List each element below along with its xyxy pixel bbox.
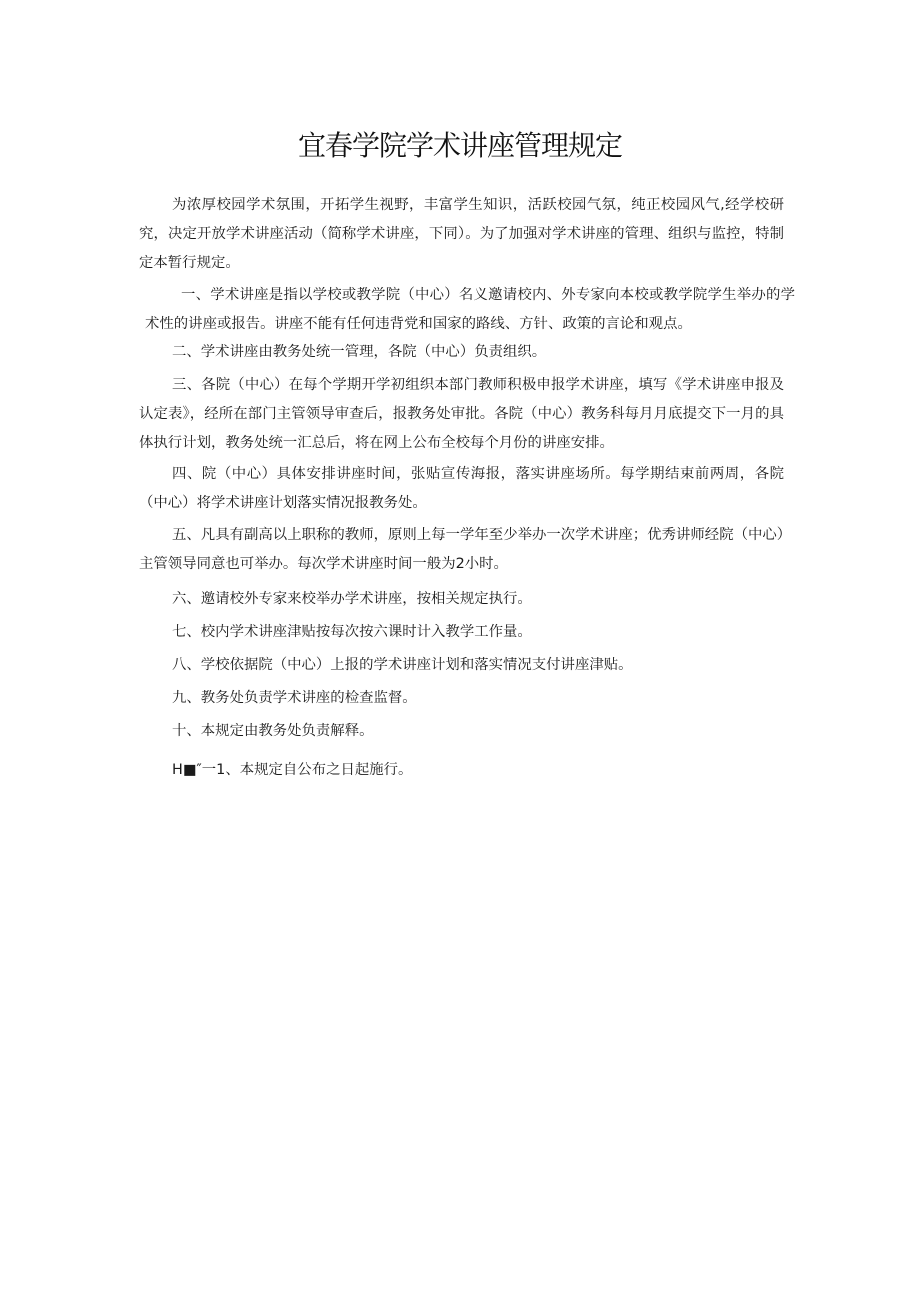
article-7: 七、校内学术讲座津贴按每次按六课时计入教学工作量。 [172, 624, 532, 640]
article-5: 五、凡具有副高以上职称的教师，原则上每一学年至少举办一次学术讲座；优秀讲师经院（中心）主管领导同意也可举办。每次学术讲座时间一般为2小时。 [139, 527, 784, 572]
article-9: 九、教务处负责学术讲座的检查监督。 [172, 690, 417, 706]
article-1: 一、学术讲座是指以学校或教学院（中心）名义邀请校内、外专家向本校或教学院学生举办的学术性的讲座或报告。讲座不能有任何违背党和国家的路线、方针、政策的言论和观点。 [145, 287, 795, 332]
article-3: 三、各院（中心）在每个学期开学初组织本部门教师积极申报学术讲座，填写《学术讲座申报及认定表》，经所在部门主管领导审查后，报教务处审批。各院（中心）教务科每月月底提交下一月的具体执行计划，教务处统一汇总后，将在网上公布全校每个月份的讲座安排。 [139, 377, 784, 451]
article-2: 二、学术讲座由教务处统一管理，各院（中心）负责组织。 [172, 344, 547, 360]
intro-paragraph: 为浓厚校园学术氛围，开拓学生视野，丰富学生知识，活跃校园气氛，纯正校园风气,经学校研究，决定开放学术讲座活动（简称学术讲座，下同）。为了加强对学术讲座的管理、组织与监控，特制定本暂行规定。 [139, 197, 784, 271]
article-6: 六、邀请校外专家来校举办学术讲座，按相关规定执行。 [172, 591, 532, 607]
article-10: 十、本规定由教务处负责解释。 [172, 723, 374, 739]
article-11: H■″一1、本规定自公布之日起施行。 [172, 762, 413, 778]
document-title: 宜春学院学术讲座管理规定 [297, 129, 622, 162]
article-8: 八、学校依据院（中心）上报的学术讲座计划和落实情况支付讲座津贴。 [172, 657, 633, 673]
article-4: 四、院（中心）具体安排讲座时间，张贴宣传海报，落实讲座场所。每学期结束前两周，各院（中心）将学术讲座计划落实情况报教务处。 [139, 466, 784, 511]
